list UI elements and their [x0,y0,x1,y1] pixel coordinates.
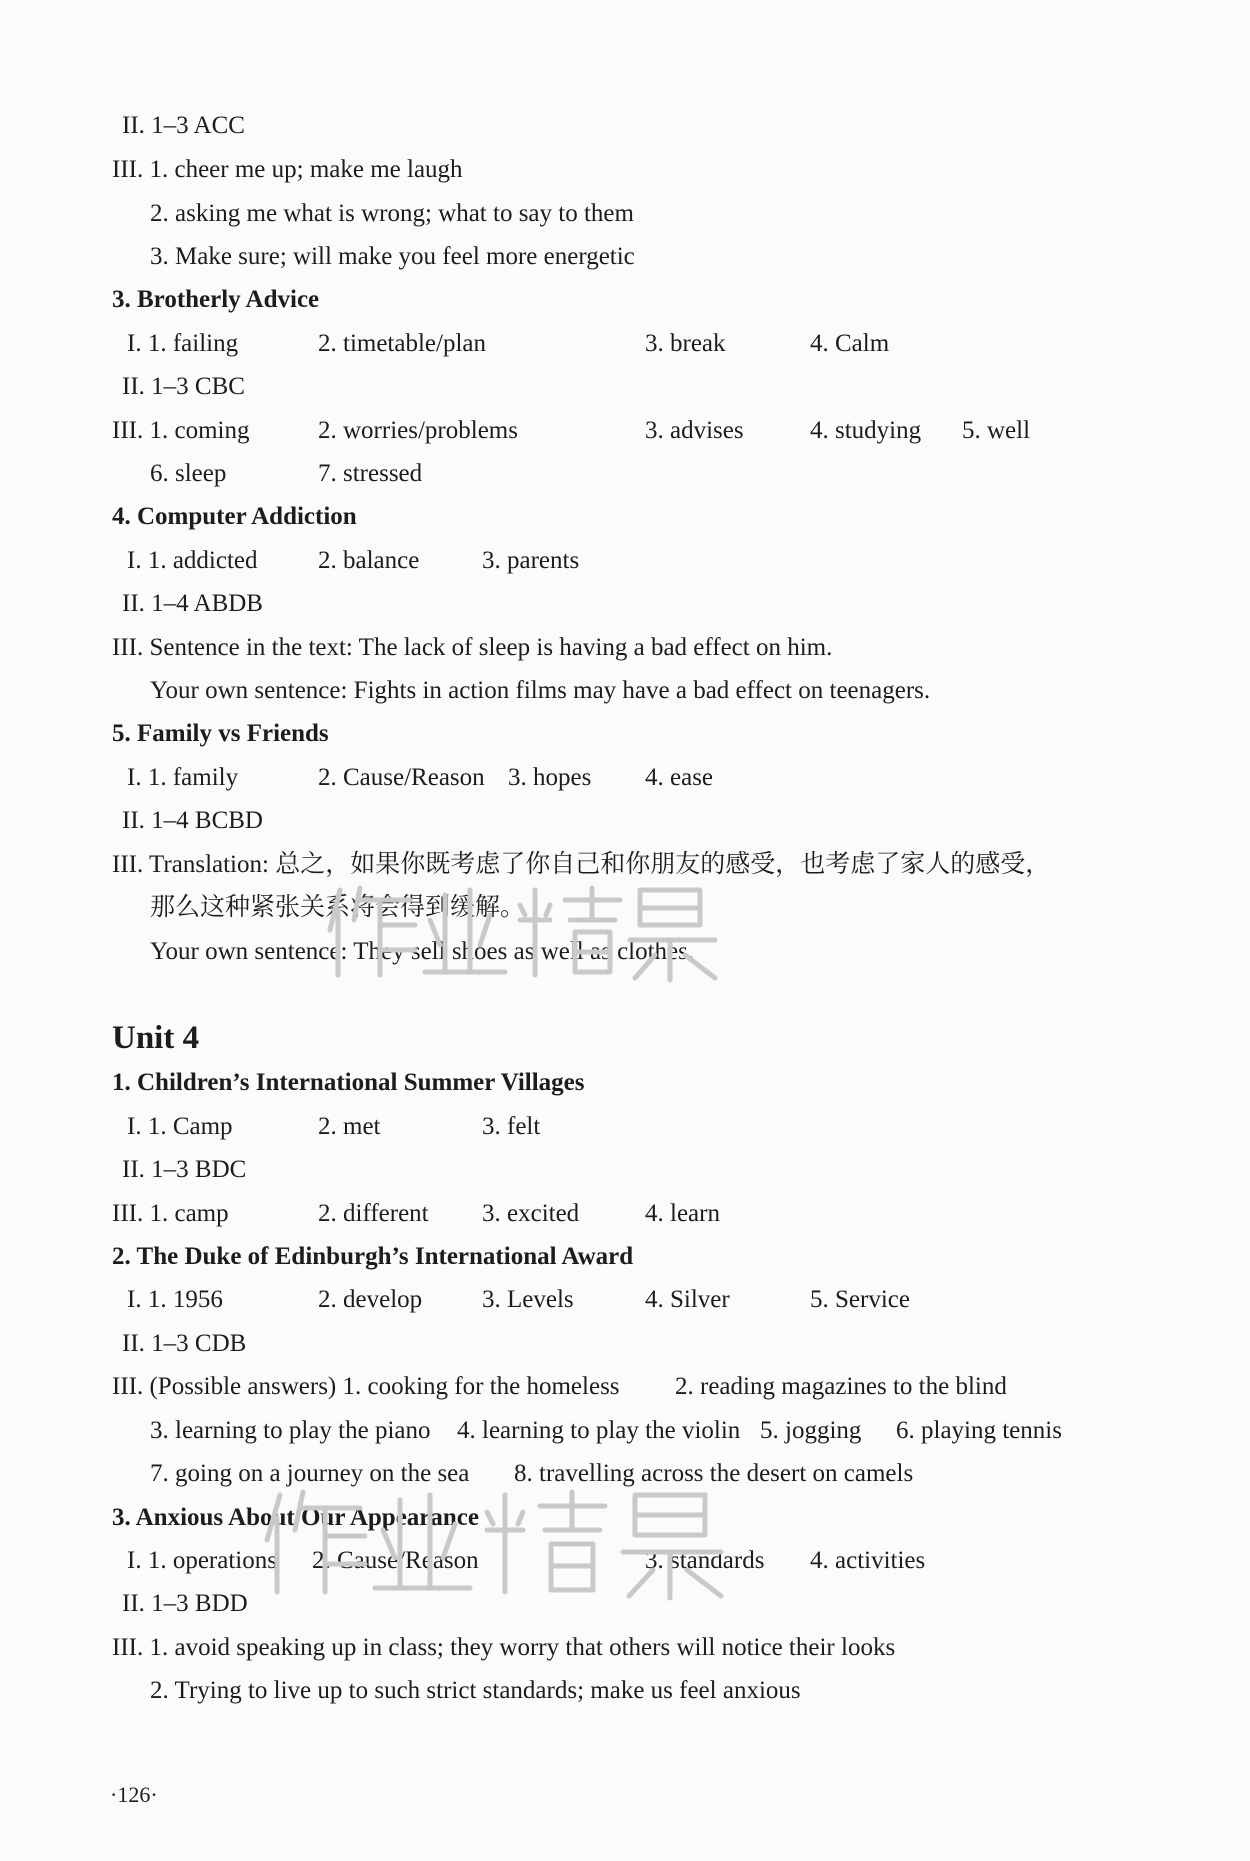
section-heading: 1. Children’s International Summer Villages [112,1069,585,1096]
answer-item: 3. learning to play the piano [150,1417,431,1444]
answer-item: 2. Trying to live up to such strict standards; make us feel anxious [150,1677,801,1704]
answer-item: I. 1. 1956 [127,1286,223,1313]
answer-item: 2. different [318,1200,429,1227]
answer-item: 3. standards [645,1547,765,1574]
answer-item: 4. Calm [810,330,890,357]
section-heading: 5. Family vs Friends [112,720,329,747]
answer-item: III. 1. cheer me up; make me laugh [112,156,463,183]
answer-item: 2. asking me what is wrong; what to say to them [150,200,634,227]
answer-item: Your own sentence: They sell shoes as well as clothes. [150,938,695,965]
answer-item: II. 1–3 CDB [122,1330,247,1357]
answer-item: II. 1–3 CBC [122,373,245,400]
answer-item: II. 1–3 BDC [122,1156,247,1183]
answer-item: II. 1–3 ACC [122,112,245,139]
section-heading: 3. Brotherly Advice [112,286,320,313]
answer-item: III. Sentence in the text: The lack of sleep is having a bad effect on him. [112,634,833,661]
answer-item: 4. studying [810,417,922,444]
answer-item: I. 1. addicted [127,547,258,574]
answer-item: II. 1–4 BCBD [122,807,263,834]
answer-item: 2. Cause/Reason [312,1547,479,1574]
answer-item: 2. worries/problems [318,417,518,444]
answer-item: 2. met [318,1113,381,1140]
watermark-text-1: 作业精灵 [550,987,559,989]
page-number: ·126· [110,1782,158,1807]
answer-item: 4. ease [645,764,714,791]
answer-item: 3. break [645,330,726,357]
answer-item: I. 1. operations [127,1547,277,1574]
answer-item: 2. Cause/Reason [318,764,485,791]
answer-item: I. 1. failing [127,330,239,357]
answer-item: 7. stressed [318,460,423,487]
answer-item: 3. felt [482,1113,541,1140]
answer-item: 3. advises [645,417,744,444]
answer-item: II. 1–3 BDD [122,1590,248,1617]
answer-item: 7. going on a journey on the sea [150,1460,470,1487]
answer-item: II. 1–4 ABDB [122,590,263,617]
watermark-logo-1 [320,860,780,990]
answer-item: III. 1. coming [112,417,250,444]
answer-item: 8. travelling across the desert on camels [514,1460,914,1487]
answer-item: 4. learning to play the violin [457,1417,741,1444]
answer-item: 5. jogging [760,1417,862,1444]
answer-item: 5. well [962,417,1031,444]
answer-item: 4. Silver [645,1286,730,1313]
answer-item: III. 1. camp [112,1200,229,1227]
answer-item: 4. learn [645,1200,720,1227]
answer-item: 2. timetable/plan [318,330,487,357]
answer-item: 6. sleep [150,460,227,487]
answer-item: 3. Levels [482,1286,574,1313]
answer-item: I. 1. Camp [127,1113,233,1140]
answer-item: I. 1. family [127,764,239,791]
section-heading: 3. Anxious About Our Appearance [112,1504,479,1531]
watermark-logo-2 [255,1460,795,1610]
section-heading: 2. The Duke of Edinburgh’s International Award [112,1243,634,1270]
section-heading: 4. Computer Addiction [112,503,357,530]
answer-item: 4. activities [810,1547,926,1574]
answer-item: 3. parents [482,547,580,574]
answer-item: 3. excited [482,1200,580,1227]
answer-item: Your own sentence: Fights in action films may have a bad effect on teenagers. [150,677,931,704]
answer-item: 3. hopes [508,764,592,791]
answer-item: 那么这种紧张关系将会得到缓解。 [150,894,526,921]
answer-item: 2. develop [318,1286,423,1313]
answer-item: 3. Make sure; will make you feel more energetic [150,243,635,270]
answer-item: III. 1. avoid speaking up in class; they worry that others will notice their looks [112,1634,896,1661]
answer-item: III. Translation: 总之，如果你既考虑了你自己和你朋友的感受，也考虑了家人的感受， [112,851,1051,878]
unit-heading: Unit 4 [112,1020,200,1056]
answer-item: III. (Possible answers) 1. cooking for the homeless [112,1373,620,1400]
answer-item: 5. Service [810,1286,910,1313]
answer-item: 2. reading magazines to the blind [675,1373,1007,1400]
answer-item: 2. balance [318,547,420,574]
answer-item: 6. playing tennis [896,1417,1062,1444]
